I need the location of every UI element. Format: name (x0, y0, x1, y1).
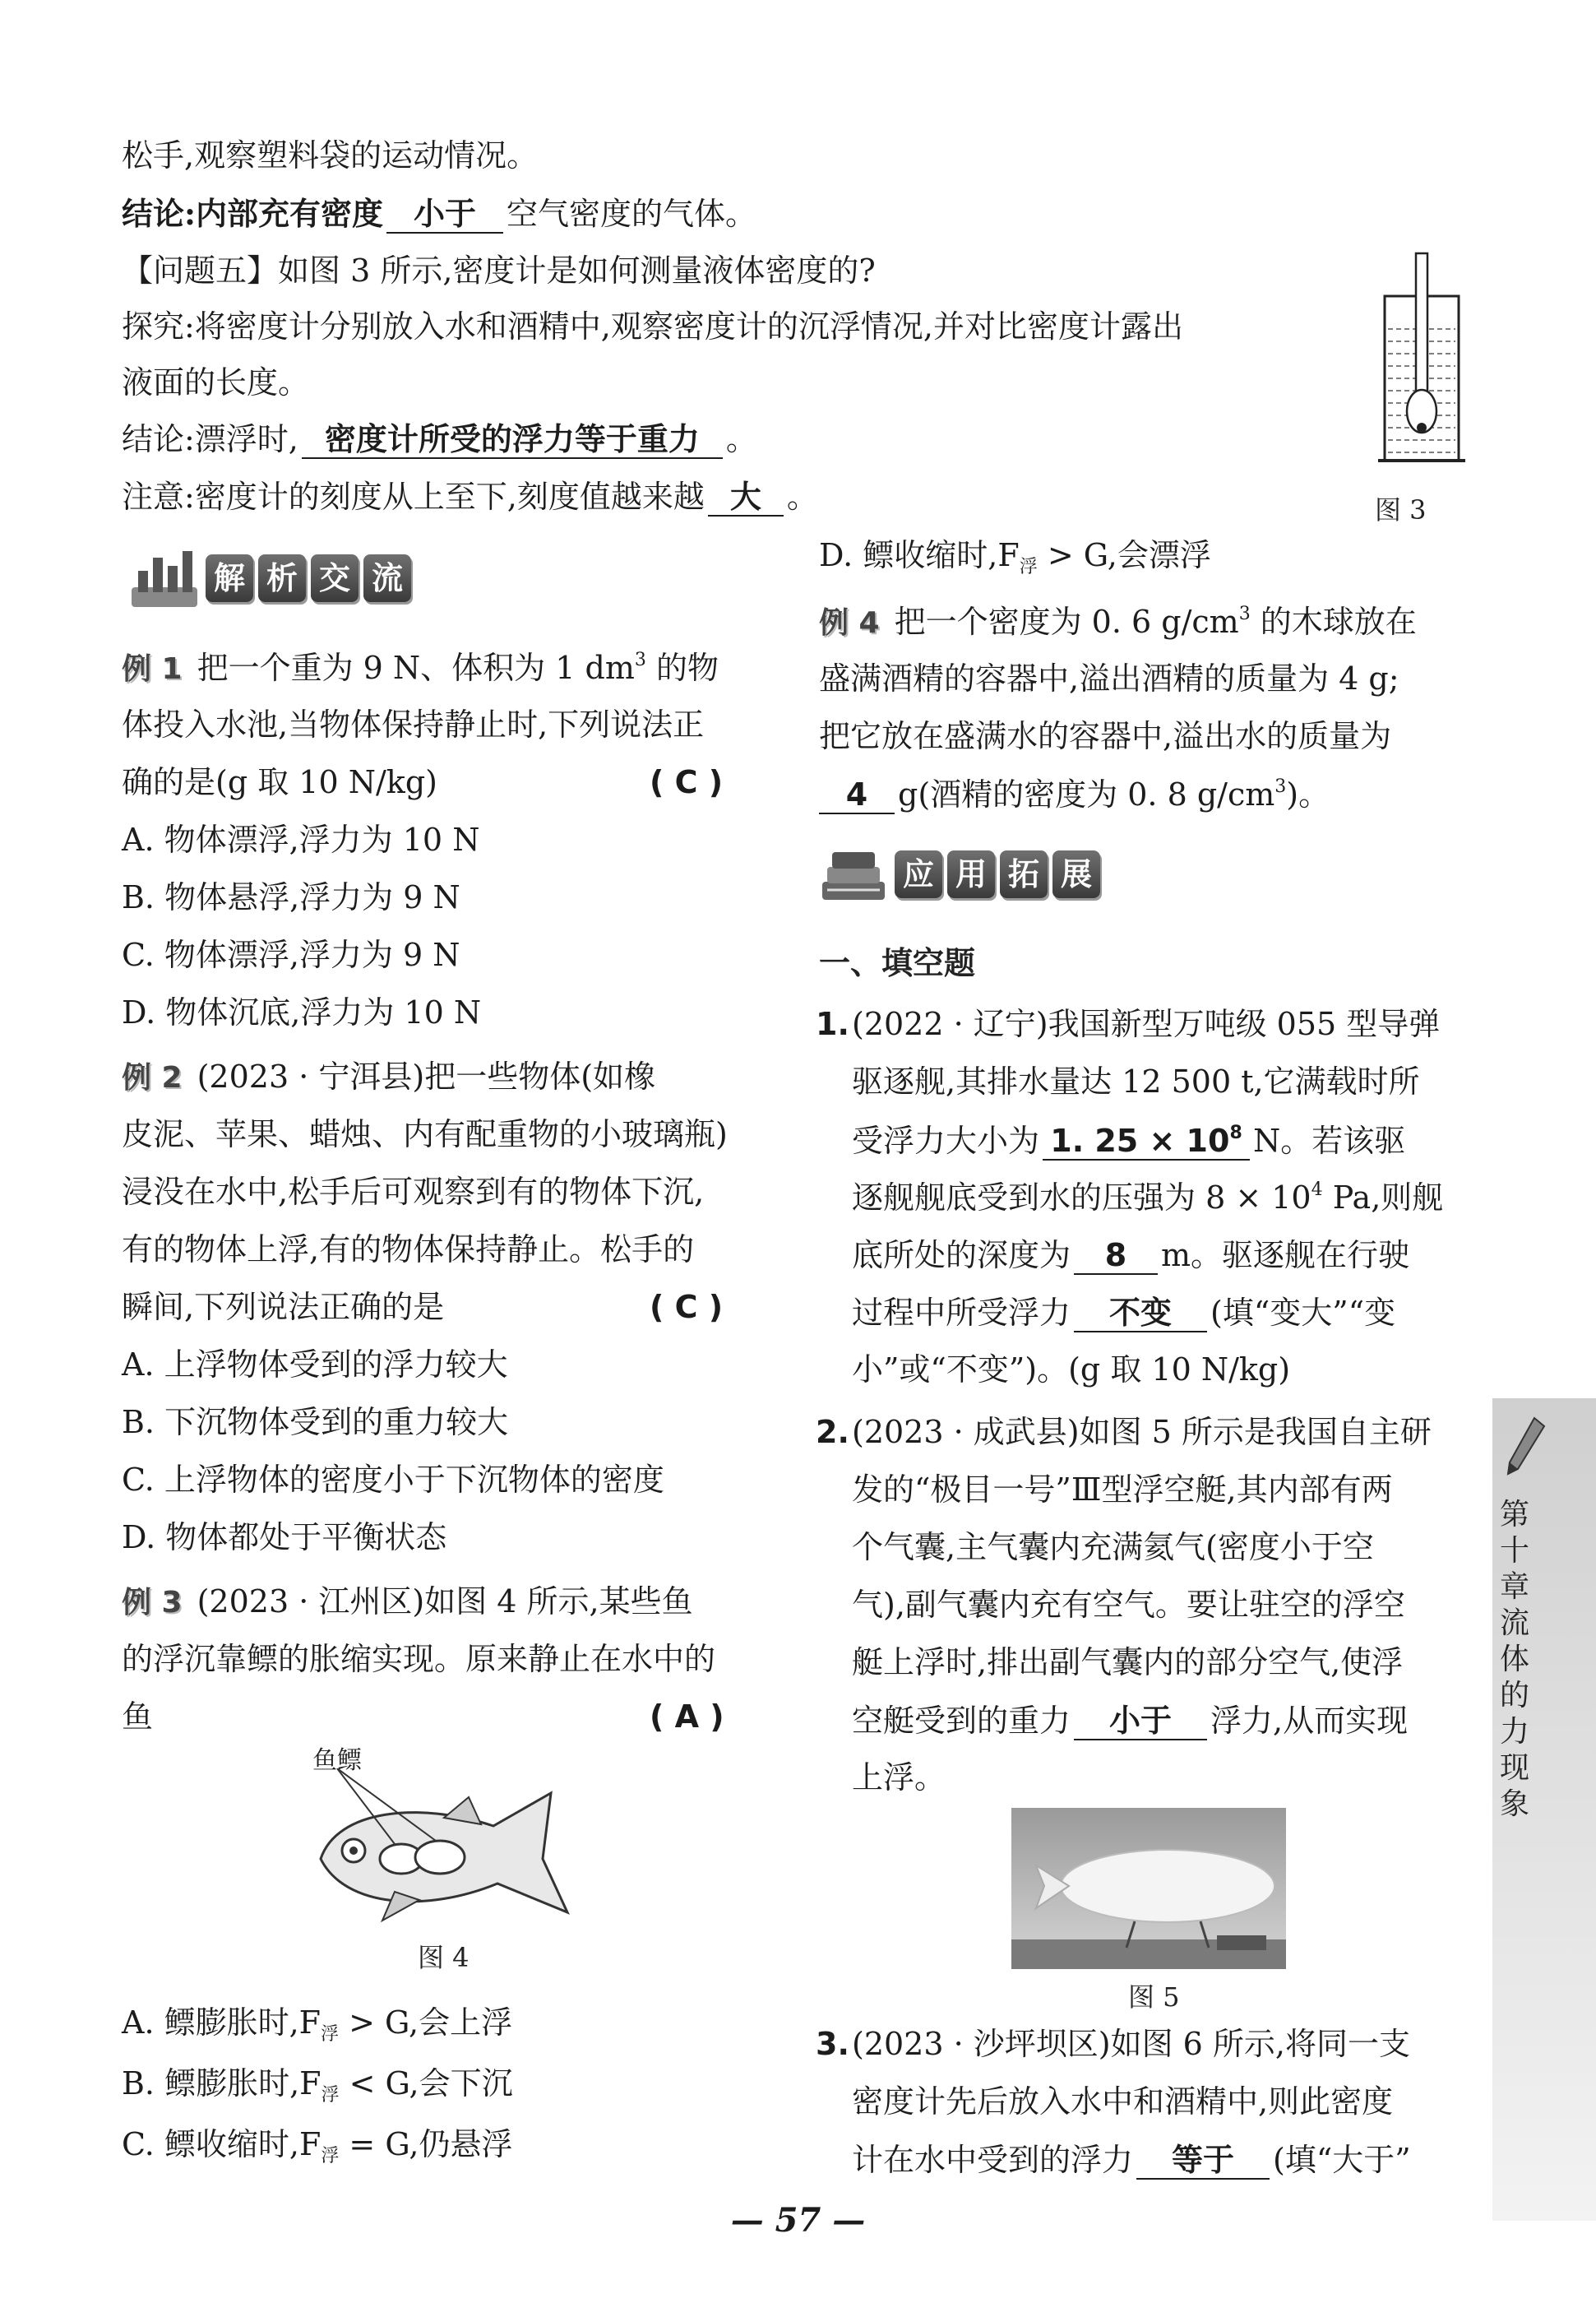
question-number: 3. (816, 2026, 849, 2062)
example-2-line-2: 皮泥、苹果、蜡烛、内有配重物的小玻璃瓶) (122, 1116, 728, 1152)
answer-blank: 1. $25 \times 10^8$ (1043, 1124, 1250, 1161)
question-five: 【问题五】如图 3 所示,密度计是如何测量液体密度的? (122, 253, 876, 289)
pencil-icon (1501, 1415, 1551, 1480)
answer-blank: 8 (1074, 1239, 1158, 1275)
q2-line-7: 上浮。 (852, 1759, 946, 1796)
banner-char: 流 (363, 554, 411, 602)
explore-line: 探究:将密度计分别放入水和酒精中,观察密度计的沉浮情况,并对比密度计露出 (122, 308, 1183, 345)
answer-blank: 大 (708, 480, 784, 517)
q3-line-2: 密度计先后放入水中和酒精中,则此密度 (852, 2083, 1394, 2120)
option-c: C. 鳔收缩时$,F_浮 = G$,仍悬浮 (122, 2126, 513, 2166)
question-number: 1. (816, 1006, 849, 1042)
page-number: — 57 — (730, 2201, 866, 2240)
option-d: D. 物体都处于平衡状态 (122, 1519, 447, 1555)
example-tag: 例 2 (122, 1061, 183, 1095)
option-b: B. 物体悬浮,浮力为 9 N (122, 879, 460, 915)
example-tag: 例 1 (122, 652, 183, 686)
section-banner-application (819, 839, 1105, 910)
example-4-line-4: 4 g(酒精的密度为 0. 8 $g/cm^3$)。 (819, 778, 1330, 814)
conclusion-line-2: 结论:漂浮时, 密度计所受的浮力等于重力 。 (122, 421, 757, 457)
q1-line-4: 逐舰舰底受到水的压强为 $8 \times 10^4$ Pa,则舰 (852, 1179, 1444, 1216)
option-c: C. 物体漂浮,浮力为 9 N (122, 937, 460, 973)
section-banner-analysis (130, 543, 416, 614)
example-3-line-2: 的浮沉靠鳔的胀缩实现。原来静止在水中的 (122, 1641, 716, 1677)
option-d: D. 物体沉底,浮力为 10 N (122, 994, 482, 1031)
example-4-line-2: 盛满酒精的容器中,溢出酒精的质量为 4 g; (819, 660, 1399, 697)
hydrometer-figure (1373, 247, 1472, 469)
books-logo-icon (819, 842, 888, 906)
explore-line-2: 液面的长度。 (122, 364, 310, 401)
q1-line-7: 小”或“不变”)。(g 取 10 N/kg) (852, 1351, 1291, 1388)
chart-logo-icon (130, 546, 199, 610)
banner-char: 拓 (1000, 850, 1048, 898)
option-a: A. 上浮物体受到的浮力较大 (122, 1346, 508, 1383)
example-2-line-3: 浸没在水中,松手后可观察到有的物体下沉, (122, 1174, 705, 1210)
q3-line-1: (2023 · 沙坪坝区)如图 6 所示,将同一支 (852, 2026, 1411, 2062)
question-number: 2. (816, 1414, 849, 1450)
example-3-answer: ( A ) (650, 1698, 724, 1735)
answer-blank: 小于 (1074, 1704, 1207, 1740)
answer-blank: 不变 (1074, 1296, 1207, 1332)
q1-line-5: 底所处的深度为 8 m。驱逐舰在行驶 (852, 1237, 1410, 1273)
chapter-title: 第十章 流体的力现象 (1499, 1498, 1529, 1821)
example-1-line-3: 确的是(g 取 10 N/kg) (122, 764, 437, 800)
banner-char: 解 (206, 554, 253, 602)
answer-blank: 4 (819, 778, 895, 814)
banner-char: 交 (311, 554, 359, 602)
example-1-line-2: 体投入水池,当物体保持静止时,下列说法正 (122, 707, 705, 743)
banner-char: 析 (258, 554, 306, 602)
option-b: B. 下沉物体受到的重力较大 (122, 1404, 509, 1440)
fish-figure (304, 1768, 584, 1933)
example-1-line-1: 例 1 把一个重为 9 N、体积为 1 $dm^3$ 的物 (122, 650, 719, 686)
figure-4-caption: 图 4 (418, 1942, 470, 1973)
figure-5-caption: 图 5 (1128, 1981, 1180, 2013)
example-tag: 例 4 (819, 606, 880, 640)
q2-line-3: 个气囊,主气囊内充满氦气(密度小于空 (852, 1529, 1374, 1565)
airship-photo (1011, 1808, 1286, 1969)
banner-char: 用 (947, 850, 995, 898)
answer-blank: 等于 (1136, 2143, 1270, 2180)
q2-line-4: 气),副气囊内充有空气。要让驻空的浮空 (852, 1587, 1405, 1623)
option-c: C. 上浮物体的密度小于下沉物体的密度 (122, 1462, 664, 1498)
example-3-line-1: 例 3 (2023 · 江州区)如图 4 所示,某些鱼 (122, 1583, 693, 1620)
answer-blank: 小于 (386, 197, 503, 234)
option-a: A. 物体漂浮,浮力为 10 N (122, 822, 480, 858)
note-line: 注意:密度计的刻度从上至下,刻度值越来越 大 。 (122, 479, 818, 515)
q1-line-6: 过程中所受浮力 不变 (填“变大”“变 (852, 1295, 1396, 1331)
example-4-line-3: 把它放在盛满水的容器中,溢出水的质量为 (819, 718, 1392, 754)
q2-line-5: 艇上浮时,排出副气囊内的部分空气,使浮 (852, 1644, 1404, 1680)
option-b: B. 鳔膨胀时$,F_浮 < G$,会下沉 (122, 2065, 513, 2106)
fish-bladder-label: 鱼鳔 (312, 1746, 362, 1775)
answer-blank: 密度计所受的浮力等于重力 (302, 423, 723, 459)
banner-char: 应 (895, 850, 942, 898)
banner-char: 展 (1052, 850, 1100, 898)
option-d: D. 鳔收缩时$,F_浮 > G$,会漂浮 (819, 537, 1211, 577)
q2-line-1: (2023 · 成武县)如图 5 所示是我国自主研 (852, 1414, 1432, 1450)
option-a: A. 鳔膨胀时$,F_浮 > G$,会上浮 (122, 2004, 513, 2045)
example-2-answer: ( C ) (650, 1289, 724, 1325)
intro-line: 松手,观察塑料袋的运动情况。 (122, 137, 539, 174)
example-4-line-1: 例 4 把一个密度为 0. 6 $g/cm^3$ 的木球放在 (819, 604, 1417, 640)
q2-line-2: 发的“极目一号”Ⅲ型浮空艇,其内部有两 (852, 1471, 1393, 1508)
fill-in-heading: 一、填空题 (819, 945, 976, 981)
figure-3-caption: 图 3 (1375, 494, 1427, 526)
example-2-line-1: 例 2 (2023 · 宁洱县)把一些物体(如橡 (122, 1059, 656, 1095)
q1-line-2: 驱逐舰,其排水量达 12 500 t,它满载时所 (852, 1063, 1420, 1100)
example-2-line-5: 瞬间,下列说法正确的是 (122, 1289, 445, 1325)
q1-line-1: (2022 · 辽宁)我国新型万吨级 055 型导弹 (852, 1006, 1441, 1042)
conclusion-line: 结论:内部充有密度 小于 空气密度的气体。 (122, 195, 757, 232)
q2-line-6: 空艇受到的重力 小于 浮力,从而实现 (852, 1703, 1409, 1739)
q3-line-3: 计在水中受到的浮力 等于 (填“大于” (852, 2142, 1411, 2178)
example-tag: 例 3 (122, 1586, 183, 1620)
example-1-answer: ( C ) (650, 764, 724, 800)
example-3-line-3: 鱼 (122, 1698, 154, 1735)
example-2-line-4: 有的物体上浮,有的物体保持静止。松手的 (122, 1231, 695, 1267)
q1-line-3: 受浮力大小为 1. $25 \times 10^8$ N。若该驱 (852, 1123, 1406, 1159)
